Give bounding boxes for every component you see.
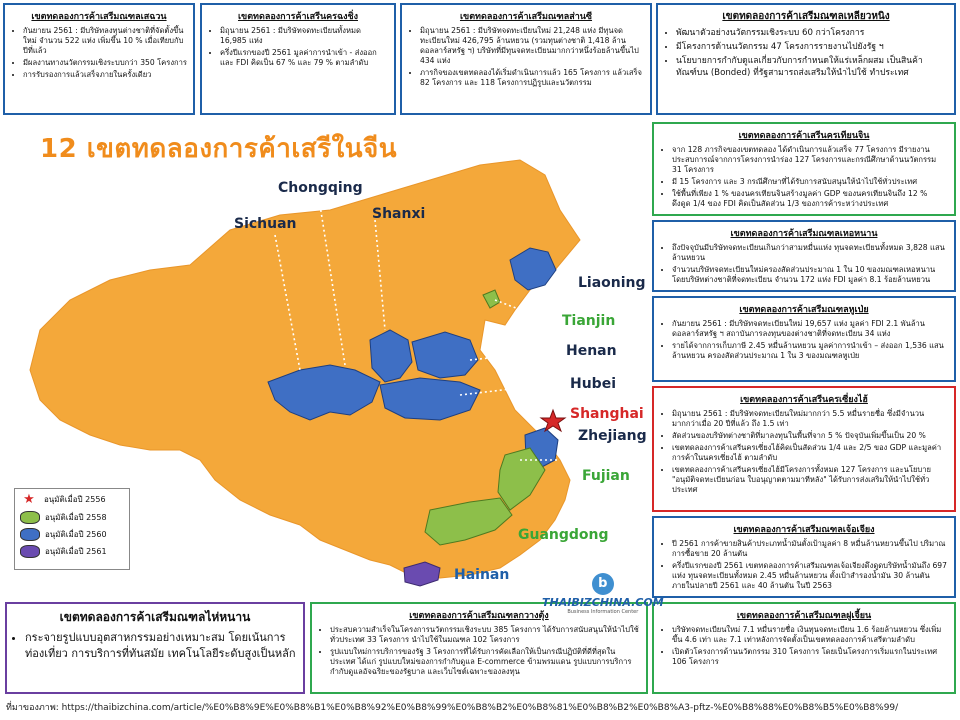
label-shanghai: Shanghai [570, 406, 644, 422]
legend-row [20, 511, 124, 524]
zhejiang-info-box [652, 516, 956, 598]
box-item: • สัดส่วนของบริษัทต่างชาติที่มาลงทุนในพื้นที่จาก 5 % ปัจจุบันเพิ่มขึ้นเป็น 20 % [672, 431, 948, 441]
label-shanxi: Shanxi [372, 206, 426, 222]
legend-row [20, 528, 124, 541]
brand-icon: b [592, 573, 614, 595]
box-item: • ถึงปัจจุบันมีบริษัทจดทะเบียนเกินกว่าสามหมื่นแห่ง ทุนจดทะเบียนทั้งหมด 3,828 แสนล้านหยวน [672, 243, 948, 263]
chongqing-info-box [200, 3, 396, 115]
legend-label: อนุมัติเมื่อปี 2561 [45, 547, 107, 556]
box-title: เขตทดลองการค้าเสรีมณฑลเจ้อเจียง [733, 525, 875, 535]
box-item: • นโยบายการกำกับดูแลเกี่ยวกับการกำหนดให้แร่เหล็กผสม เป็นสินค้าทัณฑ์บน (Bonded) ที่รัฐสามารถส่งเสริมให้นำไปใช้ ทำประเทศ [676, 55, 948, 79]
box-title: เขตทดลองการค้าเสรีมณฑลส่านซี [459, 12, 593, 22]
box-title: เขตทดลองการค้าเสรีนครเทียนจิน [738, 131, 870, 141]
liaoning-info-box [656, 3, 956, 115]
box-item: • การรับรองการแล้วเสร็จภายในครั้งเดียว [23, 70, 187, 80]
box-item: • เขตทดลองการค้าเสรีนครเซี่ยงไฮ้มีโครงการทั้งหมด 127 โครงการ และนโยบาย "อนุมัติจดทะเบียนก่อน ใบอนุญาตตามมาทีหลัง" ได้รับการส่งเสริมให้นำไปใช้ทั่วประเทศ [672, 465, 948, 495]
box-item: • มีผลงานทางนวัตกรรมเชิงระบบกว่า 350 โครงการ [23, 58, 187, 68]
box-item: • เปิดตัวโครงการด้านนวัตกรรม 310 โครงการ โดยเป็นโครงการเริ่มแรกในประเทศ 106 โครงการ [672, 647, 948, 667]
box-title: เขตทดลองการค้าเสรีมณฑลหูเป่ย [739, 305, 869, 315]
label-zhejiang: Zhejiang [578, 428, 647, 444]
tianjin-info-box [652, 122, 956, 216]
fujian-info-box [652, 602, 956, 694]
box-item: • ครึ่งปีแรกของปี 2561 เขตทดลองการค้าเสรีมณฑลเจ้อเจียงดึงดูดบริษัทน้ำมันถึง 697 แห่ง ทุนจดทะเบียนทั้งหมด 2.45 หมื่นล้านหยวน ตั้งเป้าสำรองน้ำมัน 30 ล้านตันภายในปลายปี 2561 และ 40 ล้านตัน ในปี 2563 [672, 561, 948, 591]
henan-region [412, 332, 478, 378]
hainan-info-box [5, 602, 305, 694]
box-item: • จำนวนบริษัทจดทะเบียนใหม่ครองสัดส่วนประมาณ 1 ใน 10 ของมณฑลเหอหนาน โดยบริษัทต่างชาติที่จดทะเบียน จำนวน 172 แห่ง FDI มูลค่า 8.1 ร้อยล้านหยวน [672, 265, 948, 285]
box-title: เขตทดลองการค้าเสรีมณฑลกวางตุ้ง [409, 611, 549, 621]
henan-info-box [652, 220, 956, 292]
label-fujian: Fujian [582, 468, 630, 484]
box-title: เขตทดลองการค้าเสรีมณฑลฝูเจี้ยน [736, 611, 872, 621]
box-item: • มิถุนายน 2561 : มีบริษัทจดทะเบียนทั้งหมด 16,985 แห่ง [220, 26, 388, 46]
label-chongqing: Chongqing [278, 180, 363, 196]
box-item: • ใช้พื้นที่เพียง 1 % ของนครเทียนจินสร้างมูลค่า GDP ของนครเทียนจินถึง 12 % ดึงดูด 1/4 ของ FDI คิดเป็นสัดส่วน 1/3 ของการค้าระหว่างประเทศ [672, 189, 948, 209]
swatch-icon [20, 511, 40, 524]
brand-sub: Business Information Center [567, 609, 639, 615]
legend-label: อนุมัติเมื่อปี 2558 [45, 513, 107, 522]
box-item: • มิถุนายน 2561 : มีบริษัทจดทะเบียนใหม่ 21,248 แห่ง มีทุนจดทะเบียนใหม่ 426,795 ล้านหยวน (รวมทุนต่างชาติ 1,418 ล้านดอลลาร์สหรัฐ ฯ) บริษัทที่มีทุนจดทะเบียนมากกว่าหนึ่งร้อยล้านขึ้นไป 434 แห่ง [420, 26, 644, 66]
label-hainan: Hainan [454, 567, 510, 583]
swatch-icon [20, 545, 40, 558]
box-item: • เขตทดลองการค้าเสรีนครเซี่ยงไฮ้คิดเป็นสัดส่วน 1/4 และ 2/5 ของ GDP และมูลค่าการค้าในนครเซี่ยงไฮ้ ตามลำดับ [672, 443, 948, 463]
map-legend [14, 488, 130, 570]
label-liaoning: Liaoning [578, 275, 646, 291]
box-title: เขตทดลองการค้าเสรีนครเซี่ยงไฮ้ [740, 395, 868, 405]
legend-label: อนุมัติเมื่อปี 2560 [45, 530, 107, 539]
box-title: เขตทดลองการค้าเสรีมณฑลเหอหนาน [730, 229, 878, 239]
hubei-info-box [652, 296, 956, 382]
box-item: • ภารกิจของเขตทดลองได้เริ่มดำเนินการแล้ว 165 โครงการ แล้วเสร็จ 82 โครงการ และ 118 โครงการปฏิรูปและนวัตกรรม [420, 68, 644, 88]
box-item: • รูปแบบใหม่การบริการของรัฐ 3 โครงการที่ได้รับการคัดเลือกให้เป็นกรณีปฏิบัติที่ดีที่สุดในประเทศ ได้แก่ รูปแบบใหม่ของการกำกับดูแล E-commerce ข้ามพรมแดน รูปแบบการบริการกำกับดูแลอัจฉริยะของรัฐบาล และเว็บไซต์เฉพาะของลงทุน [330, 647, 640, 677]
label-sichuan: Sichuan [234, 216, 297, 232]
swatch-icon [20, 528, 40, 541]
legend-label: อนุมัติเมื่อปี 2556 [44, 495, 106, 504]
box-title: เขตทดลองการค้าเสรีมณฑลเหลียวหนิง [722, 11, 890, 22]
box-item: • พัฒนาตัวอย่างนวัตกรรมเชิงระบบ 60 กว่าโครงการ [676, 27, 948, 39]
box-item: • มีโครงการด้านนวัตกรรม 47 โครงการรายงานไปยังรัฐ ฯ [676, 41, 948, 53]
guangdong-info-box [310, 602, 648, 694]
label-guangdong: Guangdong [518, 527, 609, 543]
legend-row [20, 492, 124, 507]
sichuan-info-box [3, 3, 195, 115]
box-item: • กันยายน 2561 : มีบริษัทจดทะเบียนใหม่ 19,657 แห่ง มูลค่า FDI 2.1 พันล้านดอลลาร์สหรัฐ ฯ สถาบันการลงทุนของต่างชาติที่จดทะเบียน 34 แห่ง [672, 319, 948, 339]
brand-name: THAIBIZCHINA.COM [542, 596, 664, 609]
box-item: • ปี 2561 การค้าขายสินค้าประเภทน้ำมันตั้งเป้ามูลค่า 8 หมื่นล้านหยวนขึ้นไป ปริมาณการซื้อขาย 20 ล้านตัน [672, 539, 948, 559]
box-title: เขตทดลองการค้าเสรีมณฑลไห่หนาน [59, 610, 251, 624]
label-tianjin: Tianjin [562, 313, 616, 329]
label-henan: Henan [566, 343, 617, 359]
brand-logo [542, 573, 664, 615]
box-item: • บริษัทจดทะเบียนใหม่ 7.1 หมื่นรายชื่อ เงินทุนจดทะเบียน 1.6 ร้อยล้านหยวน ซึ่งเพิ่มขึ้น 4.6 เท่า และ 7.1 เท่าหลังการจัดตั้งเป็นเขตทดลองการค้าเสรีตามลำดับ [672, 625, 948, 645]
box-item: • ประสบความสำเร็จในโครงการนวัตกรรมเชิงระบบ 385 โครงการ ได้รับการสนับสนุนให้นำไปใช้ทั่วประเทศ 33 โครงการ นำไปใช้ในมณฑล 102 โครงการ [330, 625, 640, 645]
page-title: 12 เขตทดลองการค้าเสรีในจีน [40, 134, 398, 164]
box-item: • มี 15 โครงการ และ 3 กรณีศึกษาที่ได้รับการสนับสนุนให้นำไปใช้ทั่วประเทศ [672, 177, 948, 187]
box-title: เขตทดลองการค้าเสรีมณฑลเสฉวน [31, 12, 167, 22]
box-item: • กันยายน 2561 : มีบริษัทลงทุนต่างชาติที่จัดตั้งขึ้นใหม่ จำนวน 522 แห่ง เพิ่มขึ้น 10 % เมื่อเทียบกับปีที่แล้ว [23, 26, 187, 56]
label-hubei: Hubei [570, 376, 616, 392]
box-item: • รายได้จากการเก็บภาษี 2.45 หมื่นล้านหยวน มูลค่าการนำเข้า – ส่งออก 1,536 แสนล้านหยวน ครองสัดส่วนประมาณ 1 ใน 3 ของมณฑลหูเป่ย [672, 341, 948, 361]
box-item: • ครึ่งปีแรกของปี 2561 มูลค่าการนำเข้า - ส่งออกและ FDI คิดเป็น 67 % และ 79 % ตามลำดับ [220, 48, 388, 68]
shanghai-info-box [652, 386, 956, 512]
shaanxi-info-box [400, 3, 652, 115]
box-title: เขตทดลองการค้าเสรีนครฉงชิ่ง [237, 12, 358, 22]
box-item: • มิถุนายน 2561 : มีบริษัทจดทะเบียนใหม่มากกว่า 5.5 หมื่นรายชื่อ ซึ่งมีจำนวนมากกว่าเมื่อ 20 ปีที่แล้ว ถึง 1.5 เท่า [672, 409, 948, 429]
source-footer: ที่มาของภาพ: https://thaibizchina.com/article/%E0%B8%9E%E0%B8%B1%E0%B8%92%E0%B8%99%E0%B8%B2%E0%B8%81%E0%B8%B2%E0%B8%A3-pftz-%E0%B8%88%E0%B8%B5%E0%B8%99/ [6, 703, 899, 713]
box-item: • กระจายรูปแบบอุตสาหกรรมอย่างเหมาะสม โดยเน้นการท่องเที่ยว การบริการที่ทันสมัย เทคโนโลยีระดับสูงเป็นหลัก [25, 630, 297, 662]
star-icon: ★ [23, 492, 35, 507]
legend-row [20, 545, 124, 558]
box-item: • จาก 128 ภารกิจของเขตทดลอง ได้ดำเนินการแล้วเสร็จ 77 โครงการ มีรายงานประสบการณ์จากการโครงการนำร่อง 127 โครงการและกรณีศึกษาด้านนวัตกรรม 31 โครงการ [672, 145, 948, 175]
